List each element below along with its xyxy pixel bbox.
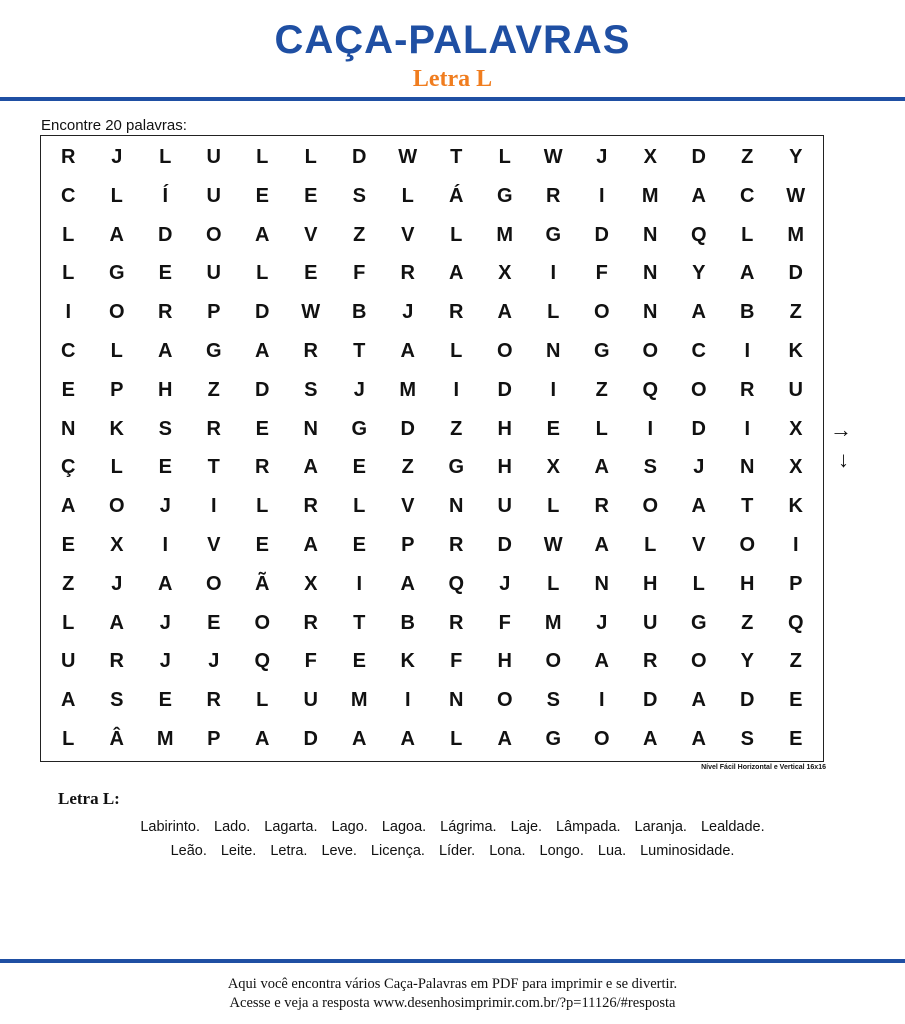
grid-cell[interactable]: A xyxy=(691,301,706,324)
grid-cell[interactable]: W xyxy=(398,145,418,168)
grid-cell[interactable]: D xyxy=(691,145,706,168)
grid-cell[interactable]: W xyxy=(543,534,563,557)
grid-cell[interactable]: E xyxy=(61,534,75,557)
grid-cell[interactable]: G xyxy=(448,456,465,479)
grid-cell[interactable]: A xyxy=(255,223,270,246)
grid-cell[interactable]: G xyxy=(690,611,707,634)
grid-cell[interactable]: H xyxy=(740,572,755,595)
grid-cell[interactable]: V xyxy=(401,223,415,246)
grid-cell[interactable]: U xyxy=(497,495,512,518)
grid-cell[interactable]: E xyxy=(255,417,269,440)
grid-cell[interactable]: H xyxy=(497,650,512,673)
grid-cell[interactable]: J xyxy=(596,145,608,168)
grid-cell[interactable]: X xyxy=(546,456,560,479)
grid-cell[interactable]: E xyxy=(352,650,366,673)
grid-cell[interactable]: H xyxy=(643,572,658,595)
grid-cell[interactable]: G xyxy=(593,339,610,362)
grid-cell[interactable]: I xyxy=(162,534,169,557)
grid-cell[interactable]: D xyxy=(497,534,512,557)
grid-cell[interactable]: Z xyxy=(62,572,75,595)
grid-cell[interactable]: U xyxy=(206,145,221,168)
grid-cell[interactable]: R xyxy=(449,534,464,557)
grid-cell[interactable]: Ç xyxy=(61,456,76,479)
grid-cell[interactable]: Z xyxy=(789,301,802,324)
grid-cell[interactable]: R xyxy=(449,611,464,634)
instructions: Encontre 20 palavras: xyxy=(41,117,187,134)
grid-cell[interactable]: A xyxy=(691,728,706,751)
grid-cell[interactable]: H xyxy=(497,417,512,440)
grid-cell[interactable]: Q xyxy=(254,650,271,673)
grid-cell[interactable]: A xyxy=(61,495,76,518)
grid-cell[interactable]: V xyxy=(207,534,221,557)
grid-cell[interactable]: Z xyxy=(595,378,608,401)
grid-cell[interactable]: E xyxy=(255,184,269,207)
grid-cell[interactable]: M xyxy=(544,611,562,634)
grid-cell[interactable]: X xyxy=(498,262,512,285)
grid-cell[interactable]: D xyxy=(400,417,415,440)
word-list-item: Leite. xyxy=(220,843,257,859)
grid-cell[interactable]: J xyxy=(499,572,511,595)
word-list-item: Lona. xyxy=(489,843,526,859)
grid-cell[interactable]: R xyxy=(255,456,270,479)
grid-cell[interactable]: I xyxy=(598,184,605,207)
grid-cell[interactable]: S xyxy=(304,378,318,401)
grid-cell[interactable]: I xyxy=(744,339,751,362)
grid-cell[interactable]: B xyxy=(740,301,755,324)
grid-cell[interactable]: Q xyxy=(787,611,804,634)
word-list-item: Labirinto. xyxy=(140,819,200,835)
grid-cell[interactable]: L xyxy=(62,262,75,285)
grid-cell[interactable]: S xyxy=(158,417,172,440)
grid-cell[interactable]: B xyxy=(352,301,367,324)
arrow-right-icon: → xyxy=(830,417,852,442)
grid-cell[interactable]: R xyxy=(206,689,221,712)
grid-cell[interactable]: X xyxy=(643,145,657,168)
grid-cell[interactable]: M xyxy=(787,223,805,246)
grid-cell[interactable]: Z xyxy=(450,417,463,440)
grid-cell[interactable]: N xyxy=(594,572,609,595)
grid-cell[interactable]: Z xyxy=(353,223,366,246)
grid-cell[interactable]: D xyxy=(691,417,706,440)
grid-cell[interactable]: J xyxy=(402,301,414,324)
grid-cell[interactable]: I xyxy=(453,378,460,401)
grid-cell[interactable]: I xyxy=(356,572,363,595)
grid-cell[interactable]: E xyxy=(789,728,803,751)
grid-cell[interactable]: K xyxy=(788,495,803,518)
grid-cell[interactable]: F xyxy=(353,262,366,285)
grid-cell[interactable]: V xyxy=(692,534,706,557)
grid-cell[interactable]: N xyxy=(643,301,658,324)
grid-cell[interactable]: U xyxy=(643,611,658,634)
grid-cell[interactable]: X xyxy=(789,417,803,440)
word-list-item: Lua. xyxy=(597,843,627,859)
grid-cell[interactable]: M xyxy=(399,378,417,401)
grid-cell[interactable]: R xyxy=(643,650,658,673)
word-list-item: Laje. xyxy=(510,819,543,835)
grid-cell[interactable]: A xyxy=(594,534,609,557)
grid-cell[interactable]: A xyxy=(497,728,512,751)
grid-cell[interactable]: T xyxy=(353,611,366,634)
grid-cell[interactable]: A xyxy=(303,534,318,557)
grid-cell[interactable]: L xyxy=(256,145,269,168)
grid-cell[interactable]: L xyxy=(304,145,317,168)
grid-cell[interactable]: K xyxy=(400,650,415,673)
grid-cell[interactable]: E xyxy=(158,456,172,479)
grid-cell[interactable]: D xyxy=(352,145,367,168)
grid-cell[interactable]: R xyxy=(61,145,76,168)
grid-cell[interactable]: I xyxy=(404,689,411,712)
grid-cell[interactable]: P xyxy=(110,378,124,401)
grid-cell[interactable]: A xyxy=(158,572,173,595)
grid-cell[interactable]: L xyxy=(450,223,463,246)
grid-cell[interactable]: N xyxy=(546,339,561,362)
grid-cell[interactable]: D xyxy=(255,378,270,401)
grid-cell[interactable]: L xyxy=(450,339,463,362)
grid-cell[interactable]: L xyxy=(159,145,172,168)
grid-cell[interactable]: I xyxy=(744,417,751,440)
grid-cell[interactable]: J xyxy=(159,495,171,518)
grid-cell[interactable]: A xyxy=(255,728,270,751)
level-note: Nível Fácil Horizontal e Vertical 16x16 xyxy=(701,764,826,771)
grid-cell[interactable]: N xyxy=(740,456,755,479)
grid-cell[interactable]: I xyxy=(598,689,605,712)
grid-cell[interactable]: R xyxy=(303,495,318,518)
page-title: CAÇA-PALAVRAS xyxy=(274,18,631,62)
grid-cell[interactable]: J xyxy=(596,611,608,634)
grid-cell[interactable]: E xyxy=(352,456,366,479)
grid-cell[interactable]: R xyxy=(109,650,124,673)
grid-cell[interactable]: B xyxy=(400,611,415,634)
grid-cell[interactable]: I xyxy=(792,534,799,557)
grid-cell[interactable]: O xyxy=(254,611,271,634)
grid-cell[interactable]: C xyxy=(61,184,76,207)
grid-cell[interactable]: Y xyxy=(692,262,706,285)
grid-cell[interactable]: W xyxy=(301,301,321,324)
grid-cell[interactable]: T xyxy=(741,495,754,518)
grid-cell[interactable]: F xyxy=(498,611,511,634)
grid-cell[interactable]: A xyxy=(740,262,755,285)
grid-cell[interactable]: Z xyxy=(741,611,754,634)
grid-cell[interactable]: U xyxy=(206,184,221,207)
grid-cell[interactable]: O xyxy=(739,534,756,557)
grid-cell[interactable]: R xyxy=(546,184,561,207)
grid-cell[interactable]: R xyxy=(303,339,318,362)
grid-cell[interactable]: A xyxy=(497,301,512,324)
word-list-item: Letra. xyxy=(270,843,308,859)
grid-cell[interactable]: L xyxy=(547,572,560,595)
grid-cell[interactable]: M xyxy=(496,223,514,246)
grid-cell[interactable]: A xyxy=(691,184,706,207)
grid-cell[interactable]: S xyxy=(546,689,560,712)
grid-cell[interactable]: J xyxy=(111,572,123,595)
grid-cell[interactable]: L xyxy=(401,184,414,207)
grid-cell[interactable]: A xyxy=(400,339,415,362)
grid-cell[interactable]: D xyxy=(303,728,318,751)
grid-cell[interactable]: A xyxy=(691,495,706,518)
grid-cell[interactable]: Q xyxy=(690,223,707,246)
grid-cell[interactable]: A xyxy=(109,611,124,634)
grid-cell[interactable]: C xyxy=(740,184,755,207)
grid-cell[interactable]: A xyxy=(109,223,124,246)
grid-cell[interactable]: Q xyxy=(448,572,465,595)
word-list-item: Lago. xyxy=(331,819,368,835)
grid-cell[interactable]: L xyxy=(62,728,75,751)
grid-cell[interactable]: K xyxy=(109,417,124,440)
grid-cell[interactable]: A xyxy=(594,456,609,479)
word-list-item: Longo. xyxy=(539,843,584,859)
grid-cell[interactable]: E xyxy=(61,378,75,401)
grid-cell[interactable]: O xyxy=(108,301,125,324)
grid-cell[interactable]: L xyxy=(62,611,75,634)
grid-cell[interactable]: N xyxy=(643,262,658,285)
grid-cell[interactable]: F xyxy=(595,262,608,285)
grid-cell[interactable]: G xyxy=(205,339,222,362)
grid-cell[interactable]: N xyxy=(303,417,318,440)
grid-cell[interactable]: L xyxy=(256,689,269,712)
grid-cell[interactable]: U xyxy=(788,378,803,401)
grid-cell[interactable]: H xyxy=(497,456,512,479)
grid-cell[interactable]: Z xyxy=(401,456,414,479)
grid-cell[interactable]: P xyxy=(207,728,221,751)
grid-cell[interactable]: K xyxy=(788,339,803,362)
grid-cell[interactable]: D xyxy=(497,378,512,401)
grid-cell[interactable]: U xyxy=(206,262,221,285)
grid-cell[interactable]: T xyxy=(353,339,366,362)
grid-cell[interactable]: I xyxy=(647,417,654,440)
grid-cell[interactable]: C xyxy=(61,339,76,362)
grid-cell[interactable]: J xyxy=(111,145,123,168)
grid-cell[interactable]: T xyxy=(450,145,463,168)
grid-cell[interactable]: L xyxy=(547,495,560,518)
grid-cell[interactable]: D xyxy=(643,689,658,712)
grid-cell[interactable]: O xyxy=(690,378,707,401)
grid-cell[interactable]: L xyxy=(256,262,269,285)
word-list-item: Lado. xyxy=(214,819,251,835)
grid-cell[interactable]: J xyxy=(693,456,705,479)
grid-cell[interactable]: M xyxy=(641,184,659,207)
grid-cell[interactable]: P xyxy=(207,301,221,324)
grid-cell[interactable]: A xyxy=(158,339,173,362)
grid-cell[interactable]: L xyxy=(547,301,560,324)
grid-cell[interactable]: W xyxy=(543,145,563,168)
word-list-heading: Letra L: xyxy=(58,789,120,808)
grid-cell[interactable]: Z xyxy=(789,650,802,673)
word-list-item: Leve. xyxy=(321,843,357,859)
grid-cell[interactable]: I xyxy=(550,262,557,285)
grid-cell[interactable]: X xyxy=(789,456,803,479)
grid-cell[interactable]: A xyxy=(303,456,318,479)
grid-cell[interactable]: L xyxy=(62,223,75,246)
grid-cell[interactable]: Í xyxy=(162,184,169,207)
grid-cell[interactable]: U xyxy=(303,689,318,712)
word-list-item: Líder. xyxy=(438,843,476,859)
grid-cell[interactable]: U xyxy=(61,650,76,673)
grid-cell[interactable]: A xyxy=(255,339,270,362)
grid-cell[interactable]: P xyxy=(789,572,803,595)
word-list-item: Leão. xyxy=(170,843,207,859)
grid-cell[interactable]: A xyxy=(400,572,415,595)
grid-cell[interactable]: R xyxy=(449,301,464,324)
grid-cell[interactable]: R xyxy=(400,262,415,285)
grid-cell[interactable]: N xyxy=(449,495,464,518)
grid-cell[interactable]: O xyxy=(642,495,659,518)
footer-line-1: Aqui você encontra vários Caça-Palavras em PDF para imprimir e se divertir. xyxy=(227,976,678,992)
grid-cell[interactable]: R xyxy=(740,378,755,401)
grid-cell[interactable]: N xyxy=(643,223,658,246)
grid-cell[interactable]: O xyxy=(545,650,562,673)
grid-cell[interactable]: Á xyxy=(449,184,464,207)
grid-cell[interactable]: T xyxy=(207,456,220,479)
arrow-down-icon: ↓ xyxy=(838,447,849,472)
grid-cell[interactable]: L xyxy=(110,456,123,479)
word-list-item: Lagarta. xyxy=(264,819,318,835)
grid-cell[interactable]: O xyxy=(496,339,513,362)
grid-cell[interactable]: G xyxy=(108,262,125,285)
grid-cell[interactable]: M xyxy=(350,689,368,712)
grid-cell[interactable]: L xyxy=(498,145,511,168)
page-subtitle: Letra L xyxy=(412,66,493,92)
grid-cell[interactable]: Ã xyxy=(255,572,270,595)
grid-cell[interactable]: D xyxy=(158,223,173,246)
grid-cell[interactable]: O xyxy=(205,572,222,595)
grid-cell[interactable]: L xyxy=(450,728,463,751)
bottom-divider xyxy=(0,959,905,963)
grid-cell[interactable]: L xyxy=(692,572,705,595)
grid-cell[interactable]: A xyxy=(594,650,609,673)
grid-cell[interactable]: O xyxy=(108,495,125,518)
grid-cell[interactable]: L xyxy=(110,184,123,207)
grid-cell[interactable]: Y xyxy=(740,650,754,673)
grid-cell[interactable]: F xyxy=(304,650,317,673)
grid-cell[interactable]: P xyxy=(401,534,415,557)
grid-cell[interactable]: I xyxy=(65,301,72,324)
grid-cell[interactable]: S xyxy=(740,728,754,751)
word-list-item: Lealdade. xyxy=(700,819,765,835)
grid-cell[interactable]: E xyxy=(546,417,560,440)
grid-cell[interactable]: A xyxy=(352,728,367,751)
grid-cell[interactable]: A xyxy=(449,262,464,285)
grid-cell[interactable]: G xyxy=(351,417,368,440)
grid-cell[interactable]: Q xyxy=(642,378,659,401)
grid-cell[interactable]: W xyxy=(786,184,806,207)
grid-cell[interactable]: O xyxy=(496,689,513,712)
top-divider xyxy=(0,97,905,101)
grid-cell[interactable]: S xyxy=(110,689,124,712)
grid-cell[interactable]: D xyxy=(740,689,755,712)
grid-cell[interactable]: Y xyxy=(789,145,803,168)
grid-cell[interactable]: L xyxy=(256,495,269,518)
grid-cell[interactable]: E xyxy=(255,534,269,557)
grid-cell[interactable]: R xyxy=(206,417,221,440)
word-search-grid xyxy=(40,135,824,762)
grid-cell[interactable]: D xyxy=(594,223,609,246)
word-list-item: Laranja. xyxy=(634,819,687,835)
grid-cell[interactable]: E xyxy=(789,689,803,712)
grid-cell[interactable]: O xyxy=(690,650,707,673)
grid-cell[interactable]: D xyxy=(255,301,270,324)
grid-cell[interactable]: A xyxy=(61,689,76,712)
grid-cell[interactable]: O xyxy=(593,728,610,751)
grid-cell[interactable]: I xyxy=(210,495,217,518)
word-list-item: Luminosidade. xyxy=(640,843,735,859)
word-list-item: Lágrima. xyxy=(440,819,497,835)
grid-cell[interactable]: E xyxy=(207,611,221,634)
grid-cell[interactable]: E xyxy=(352,534,366,557)
grid-cell[interactable]: A xyxy=(643,728,658,751)
grid-cell[interactable]: O xyxy=(642,339,659,362)
grid-cell[interactable]: A xyxy=(691,689,706,712)
grid-cell[interactable]: O xyxy=(593,301,610,324)
grid-cell[interactable]: L xyxy=(110,339,123,362)
grid-cell[interactable]: G xyxy=(496,184,513,207)
grid-cell[interactable]: S xyxy=(352,184,366,207)
word-list-item: Licença. xyxy=(370,843,425,859)
grid-cell[interactable]: S xyxy=(643,456,657,479)
grid-cell[interactable]: E xyxy=(158,262,172,285)
grid-cell[interactable]: F xyxy=(450,650,463,673)
grid-cell[interactable]: V xyxy=(401,495,415,518)
grid-cell[interactable]: E xyxy=(158,689,172,712)
grid-cell[interactable]: G xyxy=(545,728,562,751)
grid-cell[interactable]: Z xyxy=(741,145,754,168)
grid-cell[interactable]: O xyxy=(205,223,222,246)
grid-cell[interactable]: Â xyxy=(109,728,124,751)
grid-cell[interactable]: X xyxy=(304,572,318,595)
grid-cell[interactable]: D xyxy=(788,262,803,285)
footer-line-2: Acesse e veja a resposta www.desenhosimprimir.com.br/?p=11126/#resposta xyxy=(229,995,676,1011)
word-list-item: Lagoa. xyxy=(381,819,427,835)
grid-cell[interactable]: L xyxy=(595,417,608,440)
word-list-item: Lâmpada. xyxy=(556,819,621,835)
grid-cell[interactable]: N xyxy=(449,689,464,712)
grid-cell[interactable]: R xyxy=(303,611,318,634)
grid-cell[interactable]: R xyxy=(594,495,609,518)
grid-cell[interactable]: J xyxy=(159,611,171,634)
grid-cell[interactable]: V xyxy=(304,223,318,246)
grid-cell[interactable]: J xyxy=(208,650,220,673)
grid-cell[interactable]: L xyxy=(353,495,366,518)
footer xyxy=(0,975,905,1013)
grid-cell[interactable]: M xyxy=(156,728,174,751)
grid-cell[interactable]: R xyxy=(158,301,173,324)
grid-cell[interactable]: H xyxy=(158,378,173,401)
grid-cell[interactable]: C xyxy=(691,339,706,362)
word-list-line-2 xyxy=(20,839,885,863)
grid-cell[interactable]: J xyxy=(159,650,171,673)
grid-cell[interactable]: I xyxy=(550,378,557,401)
word-list xyxy=(20,815,885,863)
grid-cell[interactable]: L xyxy=(644,534,657,557)
grid-cell[interactable]: E xyxy=(304,184,318,207)
grid-cell[interactable]: J xyxy=(353,378,365,401)
grid-cell[interactable]: E xyxy=(304,262,318,285)
grid-cell[interactable]: X xyxy=(110,534,124,557)
grid-cell[interactable]: Z xyxy=(207,378,220,401)
grid-cell[interactable]: N xyxy=(61,417,76,440)
word-list-line-1 xyxy=(20,815,885,839)
grid-cell[interactable]: G xyxy=(545,223,562,246)
grid-cell[interactable]: L xyxy=(741,223,754,246)
grid-cell[interactable]: A xyxy=(400,728,415,751)
